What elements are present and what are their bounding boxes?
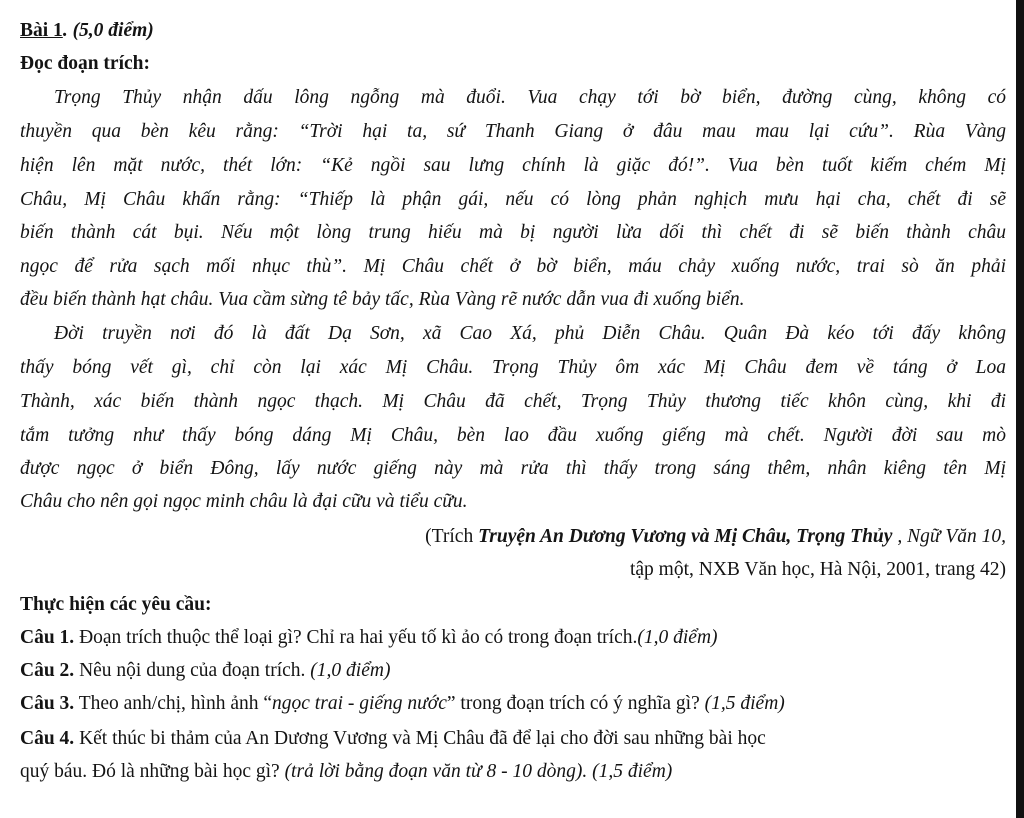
question-1-points: (1,0 điểm)	[637, 627, 718, 648]
question-4-text-1: Kết thúc bi thảm của An Dương Vương và Mị Châu đã để lại cho đời sau những bài học	[74, 728, 766, 749]
passage-line: biến thành cát bụi. Nếu một lòng trung hiếu mà bị người lừa dối thì chết đi sẽ biến thành châu	[20, 222, 1006, 243]
question-4-text-2: quý báu. Đó là những bài học gì?	[20, 761, 285, 782]
question-3-points: (1,5 điểm)	[704, 693, 785, 714]
passage-line: tắm tưởng như thấy bóng dáng Mị Châu, bèn lao đầu xuống giếng mà chết. Người đời sau mò	[20, 425, 1006, 446]
passage-line: Thành, xác biến thành ngọc thạch. Mị Châu đã chết, Trọng Thủy thương tiếc khôn cùng, khi đi	[20, 391, 1006, 412]
passage-line: đều biến thành hạt châu. Vua cầm sừng tê bảy tấc, Rùa Vàng rẽ nước dẫn vua đi xuống biển.	[20, 289, 745, 310]
passage-line: Châu, Mị Châu khấn rằng: “Thiếp là phận gái, nếu có lòng phản nghịch mưu hại cha, chết đi sẽ	[20, 189, 1006, 210]
question-4-instruction: (trả lời bằng đoạn văn từ 8 - 10 dòng). (1,5 điểm)	[284, 761, 673, 782]
question-2	[20, 658, 1006, 684]
question-1-label: Câu 1.	[20, 627, 75, 648]
tasks-heading: Thực hiện các yêu cầu:	[20, 594, 212, 615]
exercise-points: . (5,0 điểm)	[62, 20, 154, 41]
exercise-heading	[20, 18, 1006, 44]
question-3-label: Câu 3.	[20, 693, 75, 714]
passage-line: thuyền qua bèn kêu rằng: “Trời hại ta, sứ Thanh Giang ở đâu mau mau lại cứu”. Rùa Vàng	[20, 121, 1006, 142]
passage-line: thấy bóng vết gì, chỉ còn lại xác Mị Châu. Trọng Thủy ôm xác Mị Châu đem về táng ở Loa	[20, 357, 1006, 378]
passage-line: Châu cho nên gọi ngọc minh châu là đại cữu và tiểu cữu.	[20, 491, 468, 512]
exercise-label: Bài 1	[20, 20, 63, 41]
passage-line: Đời truyền nơi đó là đất Dạ Sơn, xã Cao Xá, phủ Diễn Châu. Quân Đà kéo tới đấy không	[54, 323, 1006, 344]
question-4-label: Câu 4.	[20, 728, 75, 749]
question-4-continued	[20, 759, 1006, 785]
question-1-text: Đoạn trích thuộc thể loại gì? Chỉ ra hai yếu tố kì ảo có trong đoạn trích.	[74, 627, 638, 648]
question-3-italic: ngọc trai - giếng nước	[272, 693, 447, 714]
passage-line: Trọng Thủy nhận dấu lông ngỗng mà đuổi. Vua chạy tới bờ biển, đường cùng, không có	[54, 87, 1006, 108]
question-3-text-a: Theo anh/chị, hình ảnh “	[74, 693, 273, 714]
read-instruction: Đọc đoạn trích:	[20, 53, 150, 74]
citation-open: (Trích	[425, 526, 479, 547]
passage-line: ngọc để rửa sạch mối nhục thù”. Mị Châu chết ở bờ biển, máu chảy xuống nước, trai sò ăn phải	[20, 256, 1006, 277]
question-4	[20, 726, 1006, 752]
question-2-text: Nêu nội dung của đoạn trích.	[74, 660, 311, 681]
citation	[20, 524, 1006, 550]
question-1	[20, 625, 1006, 651]
citation-line-2: tập một, NXB Văn học, Hà Nội, 2001, trang 42)	[629, 559, 1006, 580]
question-3-text-b: ” trong đoạn trích có ý nghĩa gì?	[446, 693, 705, 714]
passage-line: được ngọc ở biển Đông, lấy nước giếng này mà rửa thì thấy trong sáng thêm, nhân kiêng tên Mị	[20, 458, 1006, 479]
question-2-points: (1,0 điểm)	[310, 660, 391, 681]
question-2-label: Câu 2.	[20, 660, 75, 681]
citation-title: Truyện An Dương Vương và Mị Châu, Trọng Thủy	[478, 526, 893, 547]
citation-rest: , Ngữ Văn 10,	[892, 526, 1006, 547]
scan-edge-border	[1016, 0, 1024, 818]
question-3	[20, 691, 1006, 717]
passage-line: hiện lên mặt nước, thét lớn: “Kẻ ngồi sau lưng chính là giặc đó!”. Vua bèn tuốt kiếm chém Mị	[20, 155, 1006, 176]
